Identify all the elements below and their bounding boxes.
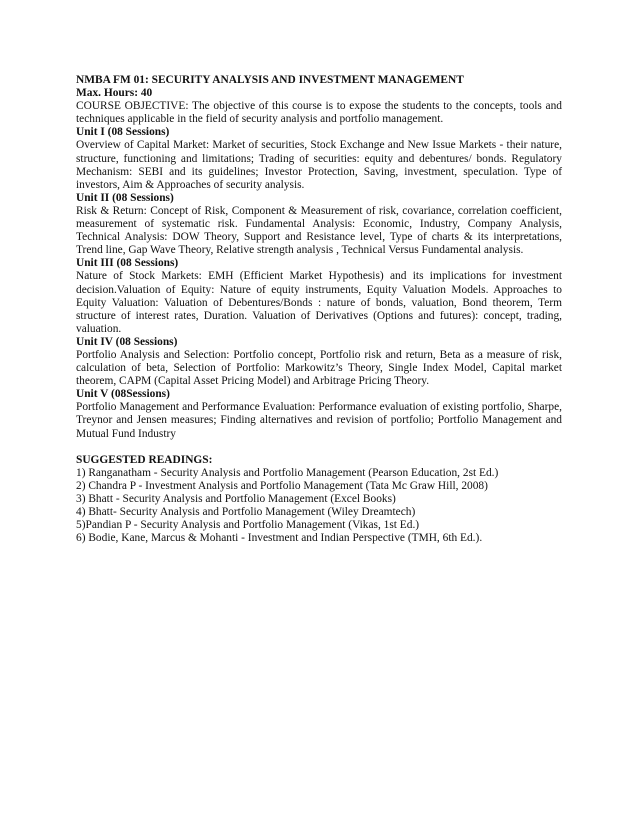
unit-2-body: Risk & Return: Concept of Risk, Component & Measurement of risk, covariance, correlation coefficient, measurement of systematic risk. Fundamental Analysis: Economic, Industry, Company Analysis, Technical Analysis: DOW Theory, Support and Resistance level, Type of charts & its interpretations, Trend line, Gap Wave Theory, Relative strength analysis , Technical Versus Fundamental analysis.	[76, 204, 562, 257]
reading-item: 4) Bhatt- Security Analysis and Portfolio Management (Wiley Dreamtech)	[76, 506, 416, 518]
reading-item: 3) Bhatt - Security Analysis and Portfolio Management (Excel Books)	[76, 492, 396, 505]
syllabus-page	[76, 74, 562, 545]
course-title: NMBA FM 01: SECURITY ANALYSIS AND INVESTMENT MANAGEMENT	[76, 74, 464, 86]
max-hours: Max. Hours: 40	[76, 87, 153, 100]
unit-1-heading: Unit I (08 Sessions)	[76, 126, 170, 139]
unit-3-body: Nature of Stock Markets: EMH (Efficient Market Hypothesis) and its implications for investment decision.Valuation of Equity: Nature of equity instruments, Equity Valuation Models. Approaches to Equity Valuation: Valuation of Debentures/Bonds : nature of bonds, valuation, Bond theorem, Term structure of interest rates, Duration. Valuation of Derivatives (Options and futures): concept, trading, valuation.	[76, 270, 562, 335]
unit-3-heading: Unit III (08 Sessions)	[76, 257, 179, 270]
reading-item: 1) Ranganatham - Security Analysis and Portfolio Management (Pearson Education, 2st Ed.)	[76, 466, 499, 479]
unit-4-body: Portfolio Analysis and Selection: Portfolio concept, Portfolio risk and return, Beta as a measure of risk, calculation of beta, Selection of Portfolio: Markowitz’s Theory, Single Index Model, Capital market theorem, CAPM (Capital Asset Pricing Model) and Arbitrage Pricing Theory.	[76, 348, 562, 388]
readings-heading: SUGGESTED READINGS:	[76, 453, 213, 466]
readings-list	[76, 467, 562, 546]
reading-item: 2) Chandra P - Investment Analysis and Portfolio Management (Tata Mc Graw Hill, 2008)	[76, 479, 488, 492]
course-objective: COURSE OBJECTIVE: The objective of this course is to expose the students to the concepts, tools and techniques applicable in the field of security analysis and portfolio management.	[76, 100, 562, 126]
unit-1-body: Overview of Capital Market: Market of securities, Stock Exchange and New Issue Markets - their nature, structure, functioning and limitations; Trading of securities: equity and debentures/ bonds. Regulatory Mechanism: SEBI and its guidelines; Investor Protection, Saving, investment, speculation. Type of investors, Aim & Approaches of security analysis.	[76, 139, 562, 191]
unit-4-heading: Unit IV (08 Sessions)	[76, 335, 178, 348]
unit-5-heading: Unit V (08Sessions)	[76, 388, 170, 401]
unit-5-body: Portfolio Management and Performance Evaluation: Performance evaluation of existing portfolio, Sharpe, Treynor and Jensen measures; Finding alternatives and revision of portfolio; Portfolio Management and Mutual Fund Industry	[76, 401, 562, 440]
reading-item: 5)Pandian P - Security Analysis and Portfolio Management (Vikas, 1st Ed.)	[76, 519, 420, 532]
reading-item: 6) Bodie, Kane, Marcus & Mohanti - Investment and Indian Perspective (TMH, 6th Ed.).	[76, 532, 483, 545]
unit-2-heading: Unit II (08 Sessions)	[76, 191, 174, 204]
